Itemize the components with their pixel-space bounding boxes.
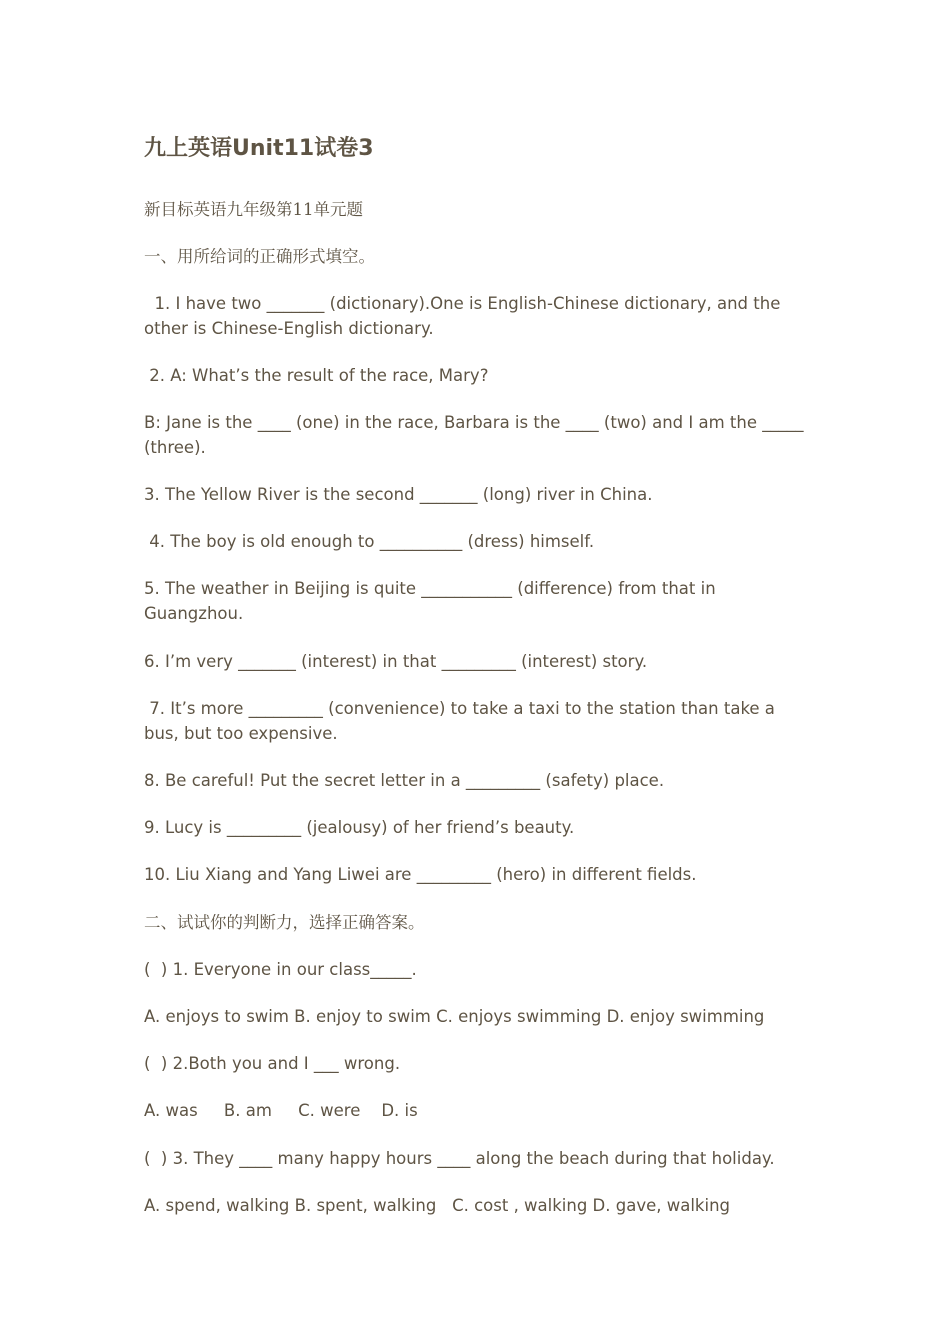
question-item: 6. I’m very _______ (interest) in that _________ (interest) story. bbox=[144, 652, 648, 671]
document-title: 九上英语Unit11试卷3 bbox=[144, 136, 374, 161]
document-subtitle: 新目标英语九年级第11单元题 bbox=[144, 200, 363, 219]
question-item: 8. Be careful! Put the secret letter in a _________ (safety) place. bbox=[144, 771, 665, 790]
question-item: B: Jane is the ____ (one) in the race, Barbara is the ____ (two) and I am the _____ (three). bbox=[144, 413, 809, 457]
question-item: 7. It’s more _________ (convenience) to take a taxi to the station than take a bus, but too expensive. bbox=[144, 699, 781, 743]
question-item: 3. The Yellow River is the second _______ (long) river in China. bbox=[144, 485, 653, 504]
question-item: 1. I have two _______ (dictionary).One is English-Chinese dictionary, and the other is Chinese-English dictionary. bbox=[144, 294, 786, 338]
section-1-heading: 一、用所给词的正确形式填空。 bbox=[144, 247, 375, 266]
question-item: 9. Lucy is _________ (jealousy) of her friend’s beauty. bbox=[144, 818, 575, 837]
section-2-heading: 二、试试你的判断力，选择正确答案。 bbox=[144, 913, 425, 932]
question-item: 10. Liu Xiang and Yang Liwei are _________ (hero) in different fields. bbox=[144, 865, 697, 884]
question-item: 5. The weather in Beijing is quite ___________ (difference) from that in Guangzhou. bbox=[144, 579, 721, 623]
choice-question: ( ) 3. They ____ many happy hours ____ along the beach during that holiday. bbox=[144, 1149, 775, 1168]
choice-question: ( ) 1. Everyone in our class_____. bbox=[144, 960, 417, 979]
question-item: 2. A: What’s the result of the race, Mary? bbox=[144, 366, 489, 385]
choice-options: A. was B. am C. were D. is bbox=[144, 1101, 418, 1120]
choice-options: A. spend, walking B. spent, walking C. cost , walking D. gave, walking bbox=[144, 1196, 731, 1215]
choice-question: ( ) 2.Both you and I ___ wrong. bbox=[144, 1054, 401, 1073]
choice-options: A. enjoys to swim B. enjoy to swim C. enjoys swimming D. enjoy swimming bbox=[144, 1007, 765, 1026]
question-item: 4. The boy is old enough to __________ (dress) himself. bbox=[144, 532, 595, 551]
